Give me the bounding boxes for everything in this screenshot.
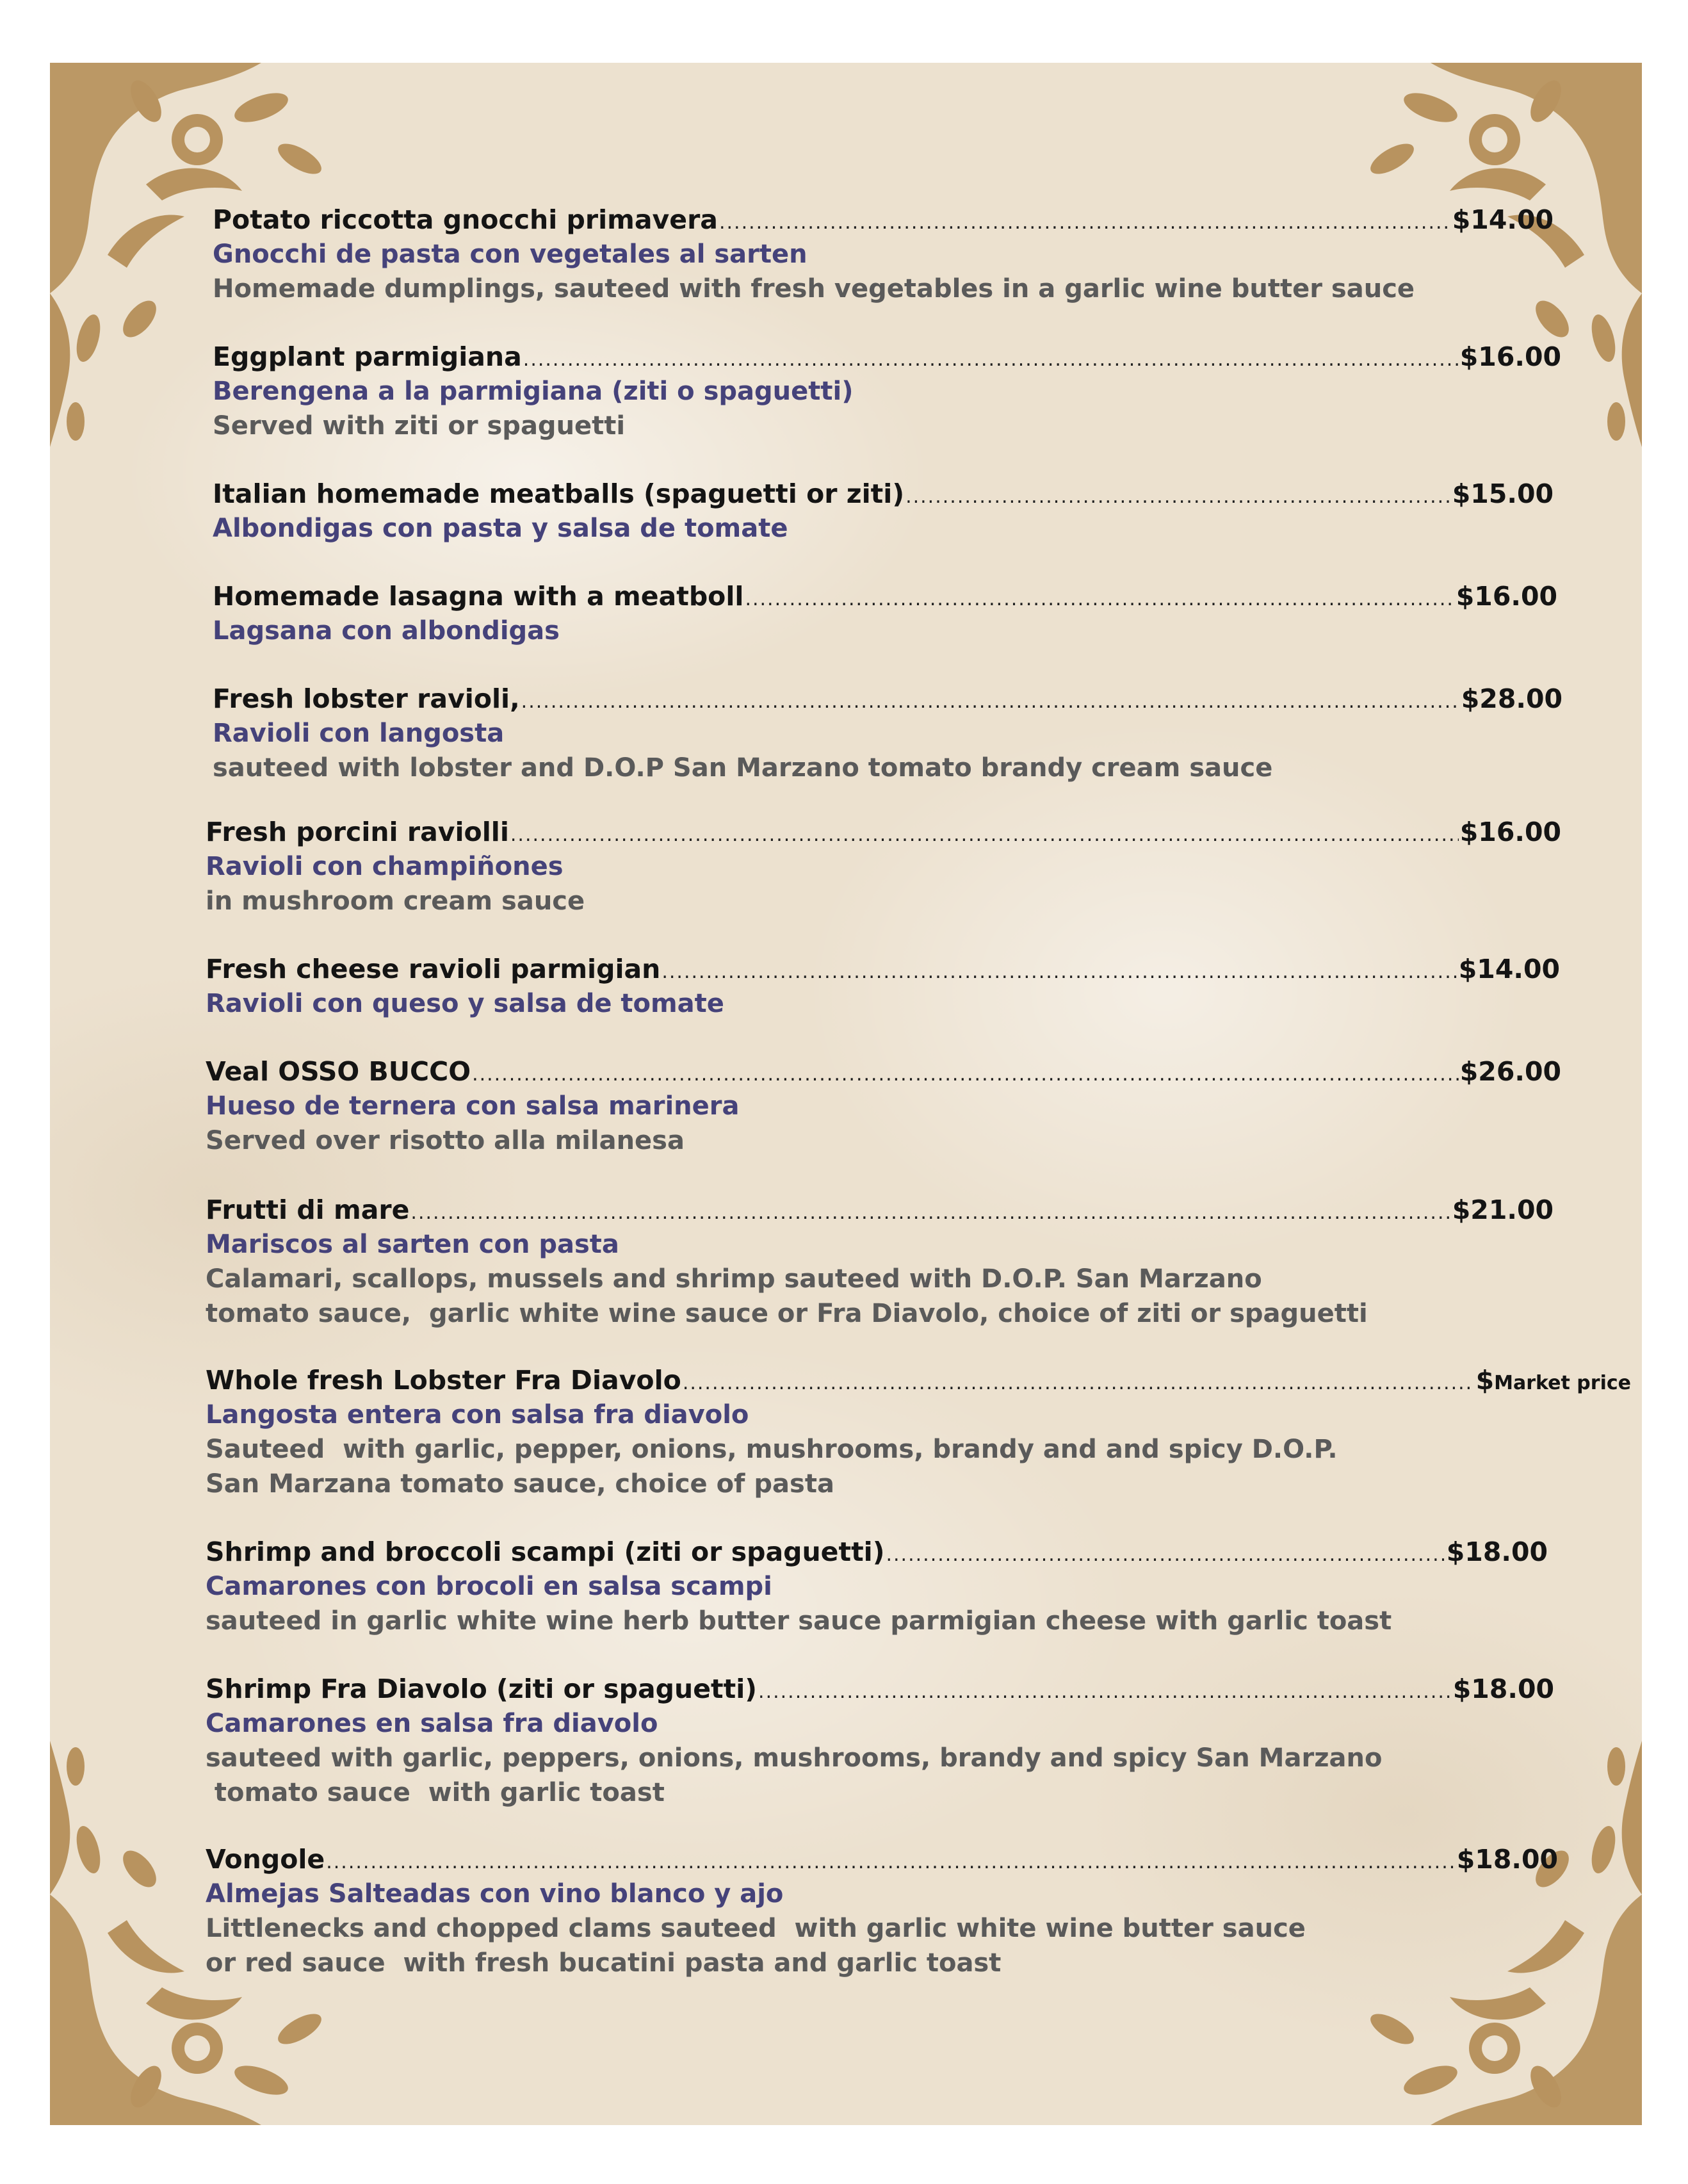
dish-price: $18.00: [1452, 1674, 1554, 1704]
menu-page: [50, 63, 1642, 2125]
menu-item: [206, 1535, 1548, 1638]
dish-name: Fresh lobster ravioli,: [213, 683, 520, 714]
menu-item-line: [213, 202, 1554, 237]
dish-name: Fresh cheese ravioli parmigian: [206, 954, 661, 984]
dish-description: or red sauce with fresh bucatini pasta and garlic toast: [206, 1948, 1002, 1978]
dot-leader: [523, 343, 1459, 377]
dish-spanish-name: Hueso de ternera con salsa marinera: [206, 1091, 740, 1121]
menu-item: [206, 1054, 1561, 1158]
dish-name: Eggplant parmigiana: [213, 341, 522, 372]
dish-spanish-name: Camarones en salsa fra diavolo: [206, 1709, 658, 1738]
dish-description: tomato sauce with garlic toast: [206, 1778, 665, 1807]
menu-item-line: [206, 815, 1561, 849]
menu-item: [206, 815, 1561, 918]
menu-item-line: [206, 1672, 1554, 1706]
dish-name: Fresh porcini raviolli: [206, 817, 509, 847]
menu-item-line: [206, 1193, 1554, 1227]
menu-item: [206, 952, 1560, 1021]
dish-price: $16.00: [1459, 817, 1561, 847]
menu-item: [213, 202, 1554, 306]
dish-spanish-name: Ravioli con langosta: [213, 719, 505, 748]
dish-name: Potato riccotta gnocchi primavera: [213, 204, 718, 235]
menu-item: [213, 579, 1557, 648]
dish-spanish-name: Camarones con brocoli en salsa scampi: [206, 1572, 772, 1601]
dish-spanish-name: Gnocchi de pasta con vegetales al sarten: [213, 240, 807, 269]
dish-price: $18.00: [1446, 1536, 1548, 1567]
dish-name: Whole fresh Lobster Fra Diavolo: [206, 1365, 681, 1396]
dish-name: Shrimp and broccoli scampi (ziti or spaguetti): [206, 1536, 885, 1567]
dish-spanish-name: Mariscos al sarten con pasta: [206, 1230, 619, 1259]
dish-name: Italian homemade meatballs (spaguetti or ziti): [213, 478, 905, 509]
dish-name: Frutti di mare: [206, 1194, 410, 1225]
menu-item: [206, 1193, 1554, 1331]
dish-price: $14.00: [1458, 954, 1560, 984]
dot-leader: [410, 1196, 1450, 1230]
menu-item-line: [213, 477, 1554, 511]
dish-description: Served over risotto alla milanesa: [206, 1126, 685, 1155]
dish-name: Shrimp Fra Diavolo (ziti or spaguetti): [206, 1674, 758, 1704]
dish-description: Served with ziti or spaguetti: [213, 411, 626, 441]
dish-spanish-name: Langosta entera con salsa fra diavolo: [206, 1400, 749, 1430]
dish-spanish-name: Lagsana con albondigas: [213, 616, 560, 646]
dish-spanish-name: Albondigas con pasta y salsa de tomate: [213, 514, 788, 543]
dot-leader: [719, 206, 1451, 240]
dish-price: [1476, 1363, 1631, 1401]
menu-item-line: [213, 339, 1561, 374]
menu-item: [206, 1363, 1631, 1501]
dish-spanish-name: Berengena a la parmigiana (ziti o spaguetti): [213, 377, 854, 406]
dish-description: sauteed with lobster and D.O.P San Marzano tomato brandy cream sauce: [213, 753, 1273, 783]
dot-leader: [661, 955, 1457, 990]
dish-name: Veal OSSO BUCCO: [206, 1056, 471, 1087]
market-price-note: Market price: [1494, 1372, 1631, 1394]
dish-description: in mushroom cream sauce: [206, 886, 585, 916]
dish-price: $28.00: [1461, 683, 1562, 714]
dish-description: Calamari, scallops, mussels and shrimp sauteed with D.O.P. San Marzano: [206, 1264, 1262, 1294]
dish-description: tomato sauce, garlic white wine sauce or Fra Diavolo, choice of ziti or spaguetti: [206, 1299, 1368, 1328]
dish-description: San Marzana tomato sauce, choice of pasta: [206, 1469, 834, 1499]
dish-price: $21.00: [1452, 1194, 1554, 1225]
dish-description: Littlenecks and chopped clams sauteed with garlic white wine butter sauce: [206, 1914, 1306, 1943]
dish-price: $18.00: [1456, 1844, 1558, 1875]
menu-item: [213, 477, 1554, 546]
dish-price: $16.00: [1456, 581, 1557, 612]
dot-leader: [521, 685, 1460, 719]
dot-leader: [510, 818, 1459, 852]
dot-leader: [326, 1845, 1456, 1880]
menu-item-line: [206, 1535, 1548, 1569]
menu-item-line: [206, 1363, 1631, 1398]
menu-item-line: [213, 579, 1557, 614]
dish-description: Sauteed with garlic, pepper, onions, mushrooms, brandy and and spicy D.O.P.: [206, 1435, 1338, 1464]
dish-spanish-name: Almejas Salteadas con vino blanco y ajo: [206, 1879, 784, 1909]
menu-item-line: [206, 952, 1560, 986]
price-currency: $: [1475, 1365, 1495, 1396]
dish-spanish-name: Ravioli con champiñones: [206, 852, 564, 881]
dot-leader: [905, 480, 1451, 514]
dish-name: Vongole: [206, 1844, 325, 1875]
dish-price: $26.00: [1459, 1056, 1561, 1087]
menu-item-line: [206, 1054, 1561, 1089]
menu-item-line: [206, 1842, 1558, 1877]
dish-spanish-name: Ravioli con queso y salsa de tomate: [206, 989, 724, 1018]
dish-price: $14.00: [1452, 204, 1554, 235]
menu-item-line: [213, 681, 1562, 716]
menu-item: [206, 1842, 1558, 1980]
dish-name: Homemade lasagna with a meatboll: [213, 581, 744, 612]
dot-leader: [886, 1538, 1445, 1572]
dot-leader: [683, 1366, 1475, 1401]
dot-leader: [745, 582, 1454, 617]
menu-item: [213, 681, 1562, 785]
dot-leader: [758, 1675, 1452, 1709]
dish-description: Homemade dumplings, sauteed with fresh vegetables in a garlic wine butter sauce: [213, 274, 1415, 304]
dish-description: sauteed with garlic, peppers, onions, mushrooms, brandy and spicy San Marzano: [206, 1743, 1383, 1773]
dish-price: $16.00: [1459, 341, 1561, 372]
menu-item: [213, 339, 1561, 443]
dish-price: $15.00: [1452, 478, 1554, 509]
dish-description: sauteed in garlic white wine herb butter sauce parmigian cheese with garlic toast: [206, 1606, 1392, 1636]
menu-item: [206, 1672, 1554, 1810]
dot-leader: [472, 1057, 1459, 1092]
